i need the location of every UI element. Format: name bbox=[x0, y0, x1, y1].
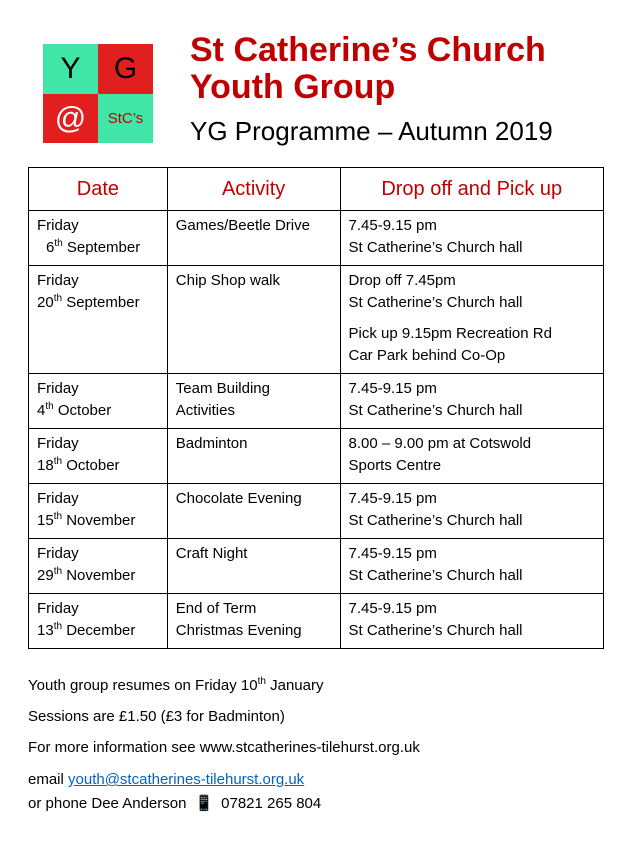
date-suffix: th bbox=[53, 293, 63, 304]
pick-up-line: Car Park behind Co-Op bbox=[348, 347, 506, 364]
date-cell bbox=[29, 266, 168, 374]
date-suffix: th bbox=[54, 238, 63, 249]
date-num: 6 bbox=[46, 239, 55, 256]
phone-line bbox=[28, 794, 321, 812]
date-day: Friday bbox=[37, 380, 79, 397]
date-suffix: th bbox=[53, 511, 63, 522]
drop-off-line: St Catherine’s Church hall bbox=[348, 567, 523, 584]
email-label: email bbox=[28, 771, 69, 788]
drop-off-cell bbox=[340, 211, 604, 266]
drop-off-line: Drop off 7.45pm bbox=[348, 272, 456, 289]
drop-off-cell bbox=[340, 594, 604, 649]
paragraph-gap bbox=[349, 314, 596, 323]
table-row bbox=[29, 594, 604, 649]
drop-off-line: 7.45-9.15 pm bbox=[348, 600, 437, 617]
resume-post: January bbox=[265, 677, 324, 694]
date-day: Friday bbox=[37, 272, 79, 289]
activity-cell bbox=[167, 539, 340, 594]
activity-cell bbox=[167, 266, 340, 374]
drop-off-line: St Catherine’s Church hall bbox=[348, 402, 523, 419]
email-line bbox=[28, 771, 304, 788]
date-month: November bbox=[62, 512, 136, 529]
phone-number: 07821 265 804 bbox=[221, 795, 322, 812]
table-row bbox=[29, 539, 604, 594]
date-full bbox=[37, 620, 159, 642]
drop-off-line: 7.45-9.15 pm bbox=[348, 545, 437, 562]
table-row bbox=[29, 211, 604, 266]
date-day: Friday bbox=[37, 217, 79, 234]
drop-off-line: 7.45-9.15 pm bbox=[348, 490, 437, 507]
activity-line: Activities bbox=[175, 402, 235, 419]
drop-off-cell bbox=[340, 266, 604, 374]
date-cell bbox=[29, 539, 168, 594]
title-line-2: Youth Group bbox=[190, 68, 396, 106]
activity-line: Craft Night bbox=[175, 545, 248, 562]
activity-line: Chocolate Evening bbox=[175, 490, 302, 507]
table-row bbox=[29, 266, 604, 374]
header-date: Date bbox=[29, 168, 168, 211]
header-drop-off: Drop off and Pick up bbox=[340, 168, 604, 211]
logo-cell-stcs: StC’s bbox=[98, 94, 153, 144]
table-header-row bbox=[29, 168, 604, 211]
date-num: 13 bbox=[37, 622, 54, 639]
resume-note bbox=[28, 677, 323, 694]
date-day: Friday bbox=[37, 490, 79, 507]
activity-cell bbox=[167, 484, 340, 539]
mobile-phone-icon: 📱 bbox=[194, 795, 214, 812]
date-num: 20 bbox=[37, 294, 54, 311]
activity-line: Team Building bbox=[175, 380, 270, 397]
drop-off-line: St Catherine’s Church hall bbox=[348, 512, 523, 529]
date-month: October bbox=[53, 402, 112, 419]
resume-pre: Youth group resumes on Friday 10 bbox=[28, 677, 258, 694]
drop-off-line: St Catherine’s Church hall bbox=[348, 294, 523, 311]
date-day: Friday bbox=[37, 435, 79, 452]
activity-line: Christmas Evening bbox=[175, 622, 302, 639]
email-link[interactable]: youth@stcatherines-tilehurst.org.uk bbox=[68, 771, 305, 788]
date-day: Friday bbox=[37, 545, 79, 562]
page-title bbox=[190, 32, 546, 106]
date-full bbox=[37, 565, 159, 587]
activity-cell bbox=[167, 429, 340, 484]
drop-off-line: St Catherine’s Church hall bbox=[348, 239, 523, 256]
table-row bbox=[29, 484, 604, 539]
drop-off-cell bbox=[340, 374, 604, 429]
activity-line: Chip Shop walk bbox=[175, 272, 280, 289]
sessions-note: Sessions are £1.50 (£3 for Badminton) bbox=[28, 708, 285, 725]
table-row bbox=[29, 374, 604, 429]
activity-cell bbox=[167, 374, 340, 429]
header-activity: Activity bbox=[167, 168, 340, 211]
drop-off-line: 7.45-9.15 pm bbox=[348, 217, 437, 234]
date-cell bbox=[29, 211, 168, 266]
drop-off-cell bbox=[340, 539, 604, 594]
logo-cell-at: @ bbox=[43, 94, 98, 144]
date-full bbox=[37, 292, 159, 314]
drop-off-line: Sports Centre bbox=[348, 457, 442, 474]
date-full bbox=[37, 237, 159, 259]
drop-off-line: St Catherine’s Church hall bbox=[348, 622, 523, 639]
date-suffix: th bbox=[53, 621, 63, 632]
youth-group-logo bbox=[43, 44, 153, 143]
table-row bbox=[29, 429, 604, 484]
phone-pre: or phone Dee Anderson bbox=[28, 795, 187, 812]
activity-line: Games/Beetle Drive bbox=[175, 217, 310, 234]
drop-off-cell bbox=[340, 429, 604, 484]
date-month: September bbox=[62, 239, 141, 256]
activity-cell bbox=[167, 594, 340, 649]
activity-line: Badminton bbox=[175, 435, 248, 452]
pick-up-line: Pick up 9.15pm Recreation Rd bbox=[348, 325, 552, 342]
programme-table bbox=[28, 167, 604, 649]
drop-off-line: 7.45-9.15 pm bbox=[348, 380, 437, 397]
date-month: September bbox=[62, 294, 140, 311]
title-line-1: St Catherine’s Church bbox=[190, 31, 546, 69]
date-cell bbox=[29, 374, 168, 429]
activity-line: End of Term bbox=[175, 600, 257, 617]
date-suffix: th bbox=[53, 566, 63, 577]
date-cell bbox=[29, 429, 168, 484]
resume-sup: th bbox=[257, 676, 266, 687]
activity-cell bbox=[167, 211, 340, 266]
date-month: November bbox=[62, 567, 136, 584]
page-subtitle: YG Programme – Autumn 2019 bbox=[190, 116, 553, 146]
logo-cell-y: Y bbox=[43, 44, 98, 94]
date-full bbox=[37, 400, 159, 422]
date-cell bbox=[29, 484, 168, 539]
date-suffix: th bbox=[53, 456, 63, 467]
date-full bbox=[37, 455, 159, 477]
date-day: Friday bbox=[37, 600, 79, 617]
date-month: December bbox=[62, 622, 136, 639]
date-suffix: th bbox=[45, 401, 54, 412]
date-month: October bbox=[62, 457, 120, 474]
date-num: 29 bbox=[37, 567, 54, 584]
date-num: 4 bbox=[37, 402, 46, 419]
drop-off-cell bbox=[340, 484, 604, 539]
date-full bbox=[37, 510, 159, 532]
drop-off-line: 8.00 – 9.00 pm at Cotswold bbox=[348, 435, 532, 452]
info-note: For more information see www.stcatherines-tilehurst.org.uk bbox=[28, 739, 420, 756]
date-num: 18 bbox=[37, 457, 54, 474]
date-num: 15 bbox=[37, 512, 54, 529]
date-cell bbox=[29, 594, 168, 649]
logo-cell-g: G bbox=[98, 44, 153, 94]
